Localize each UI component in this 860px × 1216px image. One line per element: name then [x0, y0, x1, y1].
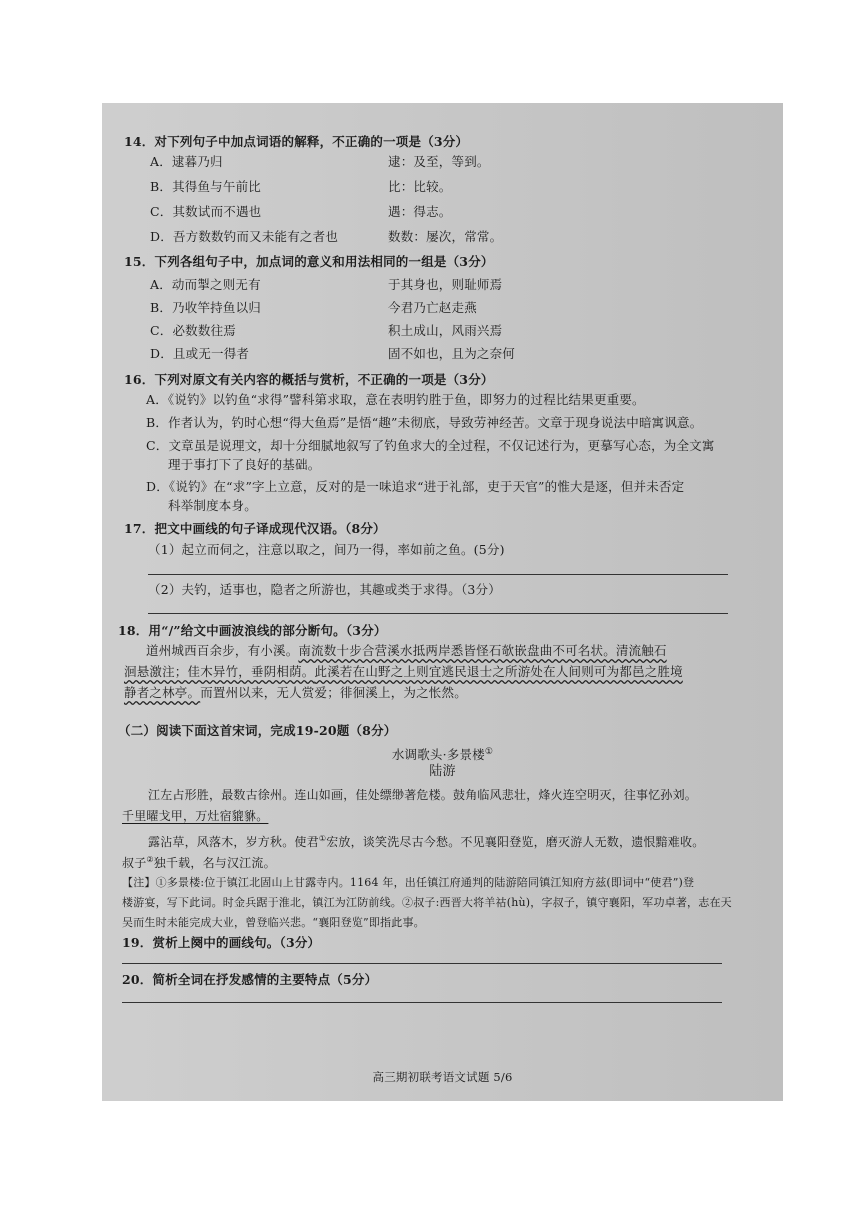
q16-option-a: A．《说钓》以钓鱼“求得”譬科第求取，意在表明钓胜于鱼，即努力的过程比结果更重要。: [146, 392, 645, 407]
footnote-mark: ①: [318, 834, 327, 843]
q20-stem: 20．简析全词在抒发感情的主要特点（5分）: [122, 972, 378, 987]
q14-option-c: C．其数试而不遇也: [150, 204, 262, 219]
poem-text: 宏放，谈笑洗尽古今愁。不见襄阳登览，磨灭游人无数，遗恨黯难收。: [326, 835, 705, 849]
q17-sub1-answer-line[interactable]: [148, 574, 728, 575]
poem-author: 陆游: [429, 764, 456, 779]
q17-sub2: （2）夫钓，适事也，隐者之所游也，其趣或类于求得。（3分）: [148, 582, 501, 597]
q14-option-a: A．逮暮乃归: [150, 154, 223, 169]
q14-option-b-explain: 比：比较。: [388, 179, 452, 194]
q17-sub2-answer-line[interactable]: [148, 613, 728, 614]
poem-note-line2: 楼游宴，写下此词。时金兵踞于淮北，镇江为江防前线。②叔子:西晋大将羊祜(hù)，字叔子，镇守襄阳，军功卓著，志在天: [122, 896, 732, 909]
q19-answer-line[interactable]: [122, 963, 722, 964]
q18-text-plain: 而置州以来，无人赏爱；徘徊溪上，为之怅然。: [200, 685, 467, 700]
q18-passage-line1: [146, 643, 667, 659]
poem-text: 独千载，名与汉江流。: [153, 856, 276, 870]
footnote-mark: ②: [146, 855, 154, 864]
poem-note-line3: 吴而生时未能完成大业，曾登临兴悲。“襄阳登览”即指此事。: [122, 916, 425, 929]
q14-option-b: B．其得鱼与午前比: [150, 179, 261, 194]
q18-text-plain: 道州城西百余步，有小溪。: [146, 643, 299, 658]
poem-line4: [122, 852, 276, 871]
q16-option-c-cont: 理于事打下了良好的基础。: [168, 457, 321, 472]
q18-passage-line3: [124, 685, 467, 701]
q14-option-c-explain: 遇：得志。: [388, 204, 452, 219]
page-footer: 高三期初联考语文试题 5/6: [372, 1070, 513, 1084]
footnote-mark: ①: [484, 747, 494, 757]
q16-option-b: B．作者认为，钓时心想“得大鱼焉”是悟“趣”未彻底，导致劳神经苦。文章于现身说法中暗寓讽意。: [146, 415, 703, 430]
q15-option-a-pair: 于其身也，则耻师焉: [388, 277, 503, 292]
poem-line3: [148, 831, 704, 850]
q18-wavy-text: 此溪若在山野之上则宜逃民退士之所游处在人间则可为都邑之胜境: [314, 664, 683, 679]
q18-wavy-text: 静者之林亭。: [124, 685, 201, 700]
q18-stem: 18．用“/”给文中画波浪线的部分断句。（3分）: [118, 623, 387, 638]
poem-line1: 江左占形胜，最数古徐州。连山如画，佳处缥缈著危楼。鼓角临风悲壮，烽火连空明灭，往事忆孙刘。: [148, 788, 698, 802]
exam-page: [102, 103, 783, 1101]
poem-text: 叔子: [122, 856, 147, 870]
q16-option-c: C．文章虽是说理文，却十分细腻地叙写了钓鱼求大的全过程，不仅记述行为，更摹写心态，为全文寓: [146, 438, 715, 453]
q18-wavy-text: 洄悬激注；佳木异竹，垂阴相荫。: [124, 664, 315, 679]
poem-title: [102, 744, 783, 763]
poem-line2-underlined: 千里曜戈甲，万灶宿貔貅。: [122, 809, 269, 823]
q16-option-d-cont: 科举制度本身。: [168, 498, 257, 513]
q20-answer-line[interactable]: [122, 1002, 722, 1003]
q16-stem: 16．下列对原文有关内容的概括与赏析，不正确的一项是（3分）: [124, 372, 494, 387]
q14-option-d: D．吾方数数钓而又未能有之者也: [150, 229, 339, 244]
q15-option-c-pair: 积土成山，风雨兴焉: [388, 323, 503, 338]
poem-note-line1: 【注】①多景楼:位于镇江北固山上甘露寺内。1164 年，出任镇江府通判的陆游陪同镇江知府方兹(即词中“使君”)登: [122, 876, 695, 889]
q14-stem: 14．对下列句子中加点词语的解释，不正确的一项是（3分）: [124, 134, 469, 149]
q18-wavy-text: 南流数十步合营溪水抵两岸悉皆怪石欹嵌盘曲不可名状。清流触石: [298, 643, 667, 658]
q18-passage-line2: [124, 664, 683, 680]
q15-option-c: C．必数数往焉: [150, 323, 236, 338]
q15-option-a: A．动而掣之则无有: [150, 277, 261, 292]
q19-stem: 19．赏析上阕中的画线句。（3分）: [122, 935, 321, 950]
q15-option-b: B．乃收竿持鱼以归: [150, 300, 261, 315]
q14-option-a-explain: 逮：及至，等到。: [388, 154, 490, 169]
q17-sub1: （1）起立而伺之，注意以取之，间乃一得，率如前之鱼。(5分): [148, 542, 505, 557]
poem-text: 露沾草，风落木，岁方秋。使君: [148, 835, 319, 849]
q17-stem: 17．把文中画线的句子译成现代汉语。（8分）: [124, 521, 386, 536]
q15-option-d: D．且或无一得者: [150, 346, 250, 361]
q14-option-d-explain: 数数：屡次，常常。: [388, 229, 503, 244]
q16-option-d: D．《说钓》在“求”字上立意，反对的是一味追求“进于礼部，吏于天官”的惟大是逐，但并未否定: [146, 479, 685, 494]
q15-option-b-pair: 今君乃亡赵走燕: [388, 300, 477, 315]
poem-title-text: 水调歌头·多景楼: [391, 747, 485, 763]
part2-intro: （二）阅读下面这首宋词，完成19-20题（8分）: [118, 723, 397, 738]
q15-stem: 15．下列各组句子中，加点词的意义和用法相同的一组是（3分）: [124, 254, 494, 269]
q15-option-d-pair: 固不如也，且为之奈何: [388, 346, 516, 361]
